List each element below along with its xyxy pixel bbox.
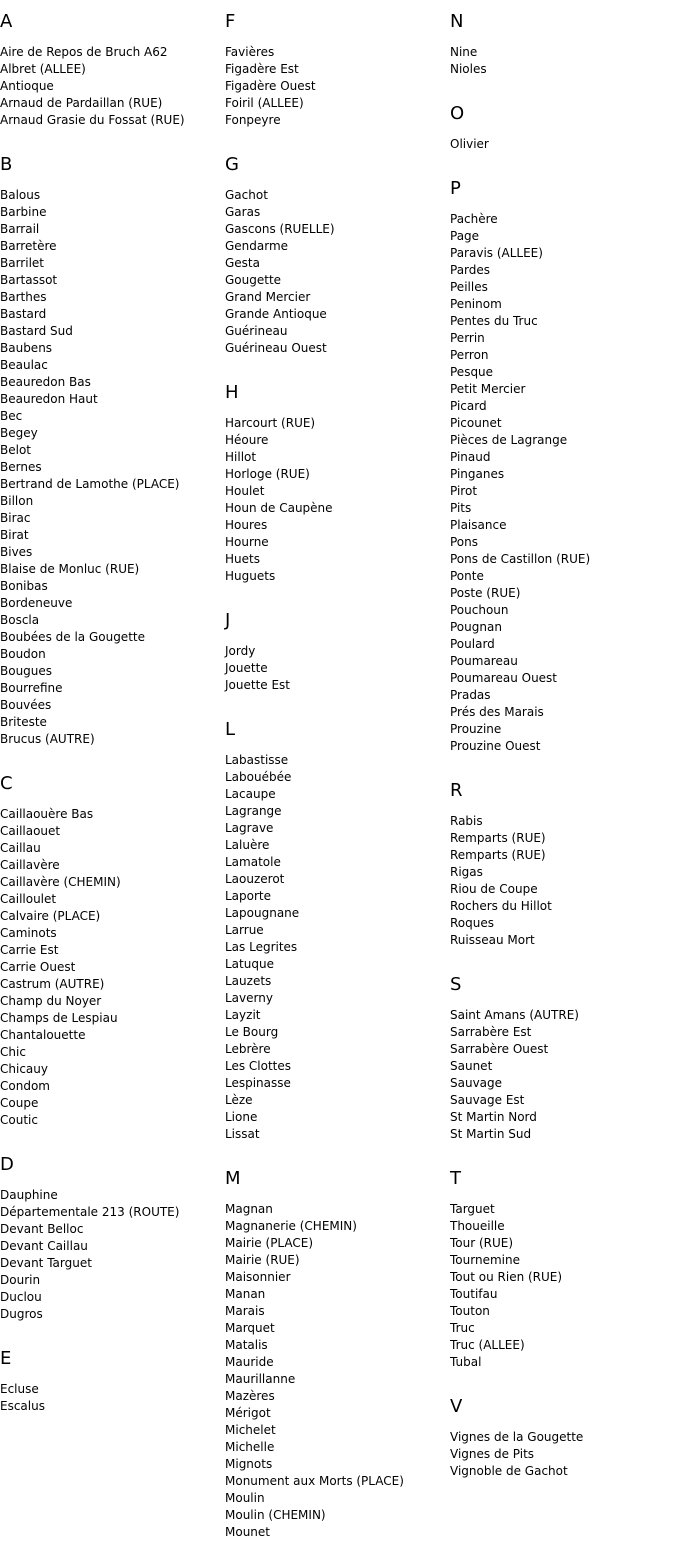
street-item[interactable]: Mignots: [225, 1457, 273, 1471]
street-item[interactable]: Labouébée: [225, 770, 292, 784]
street-item[interactable]: Bonibas: [0, 579, 48, 593]
letter-heading: D: [0, 1154, 14, 1175]
street-item[interactable]: Escalus: [0, 1399, 45, 1413]
street-item[interactable]: Antioque: [0, 79, 54, 93]
street-item[interactable]: Baubens: [0, 341, 53, 355]
street-item[interactable]: Boubées de la Gougette: [0, 630, 145, 644]
street-item[interactable]: Ecluse: [0, 1382, 39, 1396]
street-item[interactable]: Magnan: [225, 1202, 273, 1216]
street-item[interactable]: Pardes: [450, 263, 491, 277]
street-item[interactable]: Targuet: [450, 1202, 495, 1216]
letter-section: [450, 971, 670, 1143]
street-item[interactable]: Pinaud: [450, 450, 491, 464]
letter-section: [450, 100, 670, 153]
street-item[interactable]: Départementale 213 (ROUTE): [0, 1205, 180, 1219]
street-item[interactable]: Fonpeyre: [225, 113, 281, 127]
street-item[interactable]: Truc (ALLEE): [450, 1338, 525, 1352]
letter-section: [0, 1151, 220, 1323]
street-item[interactable]: Lapougnane: [225, 906, 300, 920]
street-item[interactable]: Ruisseau Mort: [450, 933, 535, 947]
letter-heading: P: [450, 178, 461, 199]
letter-heading: S: [450, 974, 462, 995]
street-item[interactable]: Maurillanne: [225, 1372, 296, 1386]
street-item[interactable]: Guérineau: [225, 324, 288, 338]
letter-section: [225, 716, 445, 1143]
street-item[interactable]: Blaise de Monluc (RUE): [0, 562, 140, 576]
street-item[interactable]: Garas: [225, 205, 261, 219]
street-item[interactable]: St Martin Sud: [450, 1127, 532, 1141]
street-item[interactable]: Huets: [225, 552, 260, 566]
street-item[interactable]: Pons de Castillon (RUE): [450, 552, 591, 566]
street-item[interactable]: Barretère: [0, 239, 57, 253]
street-item[interactable]: Nioles: [450, 62, 487, 76]
street-item[interactable]: Sarrabère Ouest: [450, 1042, 549, 1056]
street-item[interactable]: Condom: [0, 1079, 50, 1093]
street-item[interactable]: Roques: [450, 916, 494, 930]
letter-heading: M: [225, 1168, 241, 1189]
letter-section: [0, 8, 220, 129]
street-item[interactable]: Gendarme: [225, 239, 289, 253]
street-item[interactable]: Caminots: [0, 926, 57, 940]
street-item[interactable]: Guérineau Ouest: [225, 341, 327, 355]
street-item[interactable]: Jouette: [225, 661, 268, 675]
street-item[interactable]: Birat: [0, 528, 29, 542]
street-item[interactable]: Dauphine: [0, 1188, 58, 1202]
street-item[interactable]: Billon: [0, 494, 34, 508]
street-item[interactable]: Manan: [225, 1287, 266, 1301]
street-item[interactable]: Perron: [450, 348, 489, 362]
street-item[interactable]: Picounet: [450, 416, 502, 430]
street-item[interactable]: Rabis: [450, 814, 483, 828]
street-item[interactable]: Rigas: [450, 865, 483, 879]
street-item[interactable]: Balous: [0, 188, 41, 202]
street-item[interactable]: Bourrefine: [0, 681, 63, 695]
street-item[interactable]: Champ du Noyer: [0, 994, 102, 1008]
street-item[interactable]: Sarrabère Est: [450, 1025, 532, 1039]
street-item[interactable]: Barrail: [0, 222, 40, 236]
street-item[interactable]: Ponte: [450, 569, 484, 583]
street-item[interactable]: Arnaud de Pardaillan (RUE): [0, 96, 163, 110]
street-item[interactable]: Laouzerot: [225, 872, 285, 886]
street-item[interactable]: Pougnan: [450, 620, 502, 634]
street-item[interactable]: Caillavère (CHEMIN): [0, 875, 121, 889]
street-item[interactable]: Duclou: [0, 1290, 42, 1304]
street-item[interactable]: Caillavère: [0, 858, 60, 872]
street-item[interactable]: Pons: [450, 535, 479, 549]
street-item[interactable]: Mairie (RUE): [225, 1253, 300, 1267]
street-item[interactable]: Dourin: [0, 1273, 41, 1287]
street-item[interactable]: Poste (RUE): [450, 586, 521, 600]
letter-section: [225, 379, 445, 585]
letter-heading: G: [225, 154, 239, 175]
street-item[interactable]: Poumareau Ouest: [450, 671, 558, 685]
street-item[interactable]: Perrin: [450, 331, 485, 345]
street-item[interactable]: Laverny: [225, 991, 273, 1005]
street-item[interactable]: Vignoble de Gachot: [450, 1464, 568, 1478]
street-item[interactable]: Horloge (RUE): [225, 467, 310, 481]
street-item[interactable]: Gesta: [225, 256, 260, 270]
letter-section: [0, 1345, 220, 1415]
street-item[interactable]: Moulin: [225, 1491, 265, 1505]
letter-section: [0, 151, 220, 748]
letter-heading: T: [450, 1168, 461, 1189]
street-item[interactable]: Huguets: [225, 569, 276, 583]
street-item[interactable]: Bertrand de Lamothe (PLACE): [0, 477, 180, 491]
street-item[interactable]: Monument aux Morts (PLACE): [225, 1474, 404, 1488]
street-item[interactable]: Rochers du Hillot: [450, 899, 552, 913]
street-item[interactable]: Barbine: [0, 205, 47, 219]
street-item[interactable]: Figadère Est: [225, 62, 299, 76]
street-item[interactable]: Birac: [0, 511, 31, 525]
street-item[interactable]: Michelet: [225, 1423, 276, 1437]
street-item[interactable]: Mérigot: [225, 1406, 271, 1420]
street-item[interactable]: Pesque: [450, 365, 494, 379]
street-item[interactable]: Devant Belloc: [0, 1222, 84, 1236]
street-item[interactable]: Las Legrites: [225, 940, 298, 954]
street-item[interactable]: Albret (ALLEE): [0, 62, 86, 76]
street-item[interactable]: Gachot: [225, 188, 268, 202]
street-item[interactable]: Prouzine: [450, 722, 502, 736]
letter-section: [225, 151, 445, 357]
street-item[interactable]: Grand Mercier: [225, 290, 311, 304]
street-item[interactable]: Moulin (CHEMIN): [225, 1508, 326, 1522]
street-item[interactable]: Barrilet: [0, 256, 44, 270]
letter-heading: J: [225, 610, 231, 631]
street-item[interactable]: Sauvage: [450, 1076, 503, 1090]
street-item[interactable]: Hillot: [225, 450, 257, 464]
street-item[interactable]: Bordeneuve: [0, 596, 73, 610]
street-item[interactable]: Lebrère: [225, 1042, 271, 1056]
street-item[interactable]: Cailloulet: [0, 892, 57, 906]
street-item[interactable]: Lèze: [225, 1093, 253, 1107]
street-item[interactable]: Laluère: [225, 838, 270, 852]
street-item[interactable]: Mounet: [225, 1525, 270, 1539]
letter-heading: H: [225, 382, 239, 403]
street-item[interactable]: Pentes du Truc: [450, 314, 538, 328]
street-item[interactable]: Le Bourg: [225, 1025, 279, 1039]
street-item[interactable]: Beauredon Haut: [0, 392, 98, 406]
street-item[interactable]: Pachère: [450, 212, 498, 226]
letter-section: [225, 607, 445, 694]
letter-section: [450, 1393, 670, 1480]
street-item[interactable]: Boudon: [0, 647, 46, 661]
street-item[interactable]: Devant Caillau: [0, 1239, 88, 1253]
street-item[interactable]: Chantalouette: [0, 1028, 86, 1042]
street-item[interactable]: Vignes de Pits: [450, 1447, 535, 1461]
street-item[interactable]: Arnaud Grasie du Fossat (RUE): [0, 113, 185, 127]
street-item[interactable]: Caillaouet: [0, 824, 61, 838]
street-item[interactable]: Pouchoun: [450, 603, 509, 617]
street-item[interactable]: Lione: [225, 1110, 258, 1124]
street-item[interactable]: Tout ou Rien (RUE): [450, 1270, 563, 1284]
street-item[interactable]: Lauzets: [225, 974, 272, 988]
street-item[interactable]: Harcourt (RUE): [225, 416, 316, 430]
street-item[interactable]: Larrue: [225, 923, 264, 937]
street-item[interactable]: Jordy: [225, 644, 256, 658]
letter-heading: R: [450, 780, 463, 801]
street-item[interactable]: Carrie Est: [0, 943, 59, 957]
letter-heading: E: [0, 1348, 12, 1369]
street-item[interactable]: Gascons (RUELLE): [225, 222, 335, 236]
street-item[interactable]: Peilles: [450, 280, 488, 294]
letter-heading: V: [450, 1396, 463, 1417]
street-item[interactable]: Lacaupe: [225, 787, 276, 801]
street-item[interactable]: Lissat: [225, 1127, 260, 1141]
street-item[interactable]: Poumareau: [450, 654, 518, 668]
street-item[interactable]: Layzit: [225, 1008, 261, 1022]
street-item[interactable]: Pradas: [450, 688, 491, 702]
letter-section: [0, 770, 220, 1129]
letter-heading: C: [0, 773, 13, 794]
street-item[interactable]: Houlet: [225, 484, 265, 498]
street-item[interactable]: Beauredon Bas: [0, 375, 91, 389]
street-item[interactable]: Bernes: [0, 460, 42, 474]
street-item[interactable]: Marquet: [225, 1321, 275, 1335]
street-item[interactable]: Bougues: [0, 664, 53, 678]
street-item[interactable]: Caillaouère Bas: [0, 807, 94, 821]
street-item[interactable]: Saint Amans (AUTRE): [450, 1008, 579, 1022]
street-item[interactable]: Tubal: [450, 1355, 482, 1369]
street-item[interactable]: Gougette: [225, 273, 282, 287]
street-item[interactable]: Aire de Repos de Bruch A62: [0, 45, 168, 59]
street-item[interactable]: Plaisance: [450, 518, 507, 532]
street-index-column-3: [450, 8, 670, 1502]
street-item[interactable]: Bouvées: [0, 698, 52, 712]
street-item[interactable]: Devant Targuet: [0, 1256, 92, 1270]
street-item[interactable]: Lagrange: [225, 804, 282, 818]
letter-heading: A: [0, 11, 13, 32]
letter-heading: L: [225, 719, 236, 740]
street-item[interactable]: Coupe: [0, 1096, 39, 1110]
letter-section: [450, 777, 670, 949]
street-item[interactable]: Peninom: [450, 297, 502, 311]
street-item[interactable]: Bastard: [0, 307, 47, 321]
street-item[interactable]: Tournemine: [450, 1253, 520, 1267]
letter-section: [450, 8, 670, 78]
street-item[interactable]: Bives: [0, 545, 33, 559]
street-item[interactable]: Beaulac: [0, 358, 48, 372]
street-item[interactable]: Saunet: [450, 1059, 493, 1073]
street-item[interactable]: Nine: [450, 45, 478, 59]
street-item[interactable]: Picard: [450, 399, 487, 413]
street-item[interactable]: Lespinasse: [225, 1076, 291, 1090]
street-item[interactable]: Figadère Ouest: [225, 79, 316, 93]
street-item[interactable]: Vignes de la Gougette: [450, 1430, 584, 1444]
street-item[interactable]: Caillau: [0, 841, 41, 855]
street-item[interactable]: Favières: [225, 45, 275, 59]
street-item[interactable]: Latuque: [225, 957, 274, 971]
street-item[interactable]: Chicauy: [0, 1062, 48, 1076]
letter-section: [225, 1165, 445, 1541]
street-item[interactable]: Prés des Marais: [450, 705, 544, 719]
street-item[interactable]: Paravis (ALLEE): [450, 246, 543, 260]
letter-heading: F: [225, 11, 236, 32]
letter-heading: N: [450, 11, 464, 32]
letter-heading: O: [450, 103, 465, 124]
street-item[interactable]: Toutifau: [450, 1287, 498, 1301]
street-item[interactable]: Bastard Sud: [0, 324, 73, 338]
street-item[interactable]: Matalis: [225, 1338, 268, 1352]
street-item[interactable]: Coutic: [0, 1113, 38, 1127]
letter-heading: B: [0, 154, 13, 175]
street-item[interactable]: Remparts (RUE): [450, 848, 546, 862]
street-item[interactable]: Carrie Ouest: [0, 960, 76, 974]
street-item[interactable]: Bec: [0, 409, 23, 423]
street-item[interactable]: Prouzine Ouest: [450, 739, 541, 753]
street-index-column-2: [225, 8, 445, 1563]
street-item[interactable]: Pits: [450, 501, 472, 515]
street-item[interactable]: Tour (RUE): [450, 1236, 514, 1250]
street-item[interactable]: Page: [450, 229, 480, 243]
street-item[interactable]: Begey: [0, 426, 38, 440]
street-item[interactable]: Briteste: [0, 715, 47, 729]
street-item[interactable]: Brucus (AUTRE): [0, 732, 95, 746]
street-item[interactable]: Jouette Est: [225, 678, 291, 692]
street-item[interactable]: Labastisse: [225, 753, 289, 767]
street-item[interactable]: Magnanerie (CHEMIN): [225, 1219, 357, 1233]
street-item[interactable]: Remparts (RUE): [450, 831, 546, 845]
street-item[interactable]: Truc: [450, 1321, 475, 1335]
street-item[interactable]: Laporte: [225, 889, 272, 903]
street-item[interactable]: St Martin Nord: [450, 1110, 537, 1124]
street-item[interactable]: Mauride: [225, 1355, 274, 1369]
street-item[interactable]: Maisonnier: [225, 1270, 291, 1284]
street-item[interactable]: Pièces de Lagrange: [450, 433, 568, 447]
street-item[interactable]: Les Clottes: [225, 1059, 292, 1073]
street-item[interactable]: Hourne: [225, 535, 269, 549]
street-item[interactable]: Calvaire (PLACE): [0, 909, 101, 923]
street-item[interactable]: Riou de Coupe: [450, 882, 538, 896]
street-item[interactable]: Champs de Lespiau: [0, 1011, 118, 1025]
street-item[interactable]: Foiril (ALLEE): [225, 96, 304, 110]
street-item[interactable]: Mairie (PLACE): [225, 1236, 314, 1250]
street-item[interactable]: Olivier: [450, 137, 489, 151]
street-item[interactable]: Pirot: [450, 484, 478, 498]
street-item[interactable]: Sauvage Est: [450, 1093, 525, 1107]
street-item[interactable]: Lagrave: [225, 821, 274, 835]
street-item[interactable]: Touton: [450, 1304, 490, 1318]
street-item[interactable]: Castrum (AUTRE): [0, 977, 105, 991]
letter-section: [225, 8, 445, 129]
street-item[interactable]: Pinganes: [450, 467, 505, 481]
street-item[interactable]: Thoueille: [450, 1219, 505, 1233]
street-item[interactable]: Grande Antioque: [225, 307, 327, 321]
street-item[interactable]: Houn de Caupène: [225, 501, 333, 515]
street-item[interactable]: Poulard: [450, 637, 495, 651]
street-item[interactable]: Belot: [0, 443, 31, 457]
street-item[interactable]: Mazères: [225, 1389, 275, 1403]
street-item[interactable]: Bartassot: [0, 273, 58, 287]
street-item[interactable]: Héoure: [225, 433, 269, 447]
street-item[interactable]: Chic: [0, 1045, 26, 1059]
street-index-column-1: [0, 8, 220, 1437]
street-item[interactable]: Michelle: [225, 1440, 275, 1454]
street-item[interactable]: Barthes: [0, 290, 47, 304]
street-item[interactable]: Lamatole: [225, 855, 281, 869]
letter-section: [450, 1165, 670, 1371]
street-item[interactable]: Marais: [225, 1304, 265, 1318]
street-item[interactable]: Dugros: [0, 1307, 43, 1321]
street-item[interactable]: Petit Mercier: [450, 382, 526, 396]
street-item[interactable]: Boscla: [0, 613, 40, 627]
street-item[interactable]: Houres: [225, 518, 268, 532]
letter-section: [450, 175, 670, 755]
